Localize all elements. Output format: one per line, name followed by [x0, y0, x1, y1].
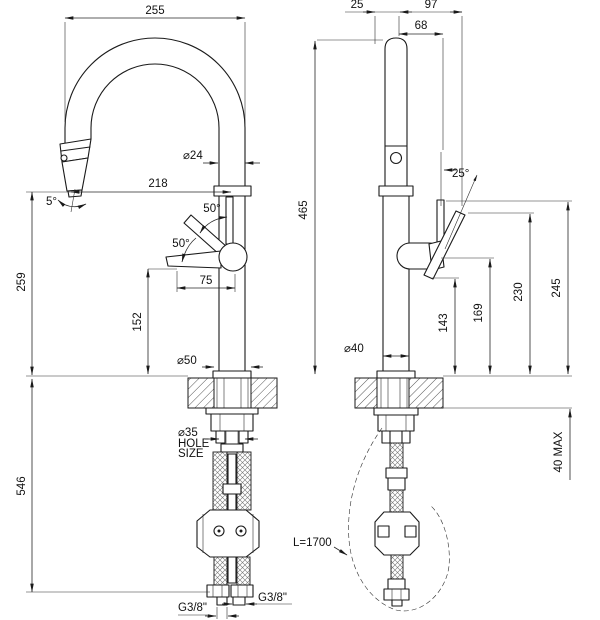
front-braided-hose-right	[237, 452, 251, 510]
side-braided-hose	[390, 443, 403, 468]
dim-side-back-reach: 97	[424, 0, 438, 11]
front-washer	[206, 408, 258, 414]
dim-front-hole-word2: SIZE	[178, 448, 204, 460]
front-mounting-nut	[211, 414, 253, 431]
front-base-flange	[213, 371, 251, 378]
dim-side-body-diameter: ⌀40	[344, 343, 364, 355]
front-spray-head	[60, 139, 91, 212]
dim-side-front-offset: 25	[350, 0, 364, 11]
dim-front-total-width: 255	[145, 5, 165, 17]
dim-front-lever-angle-lower: 50°	[172, 238, 190, 250]
side-under-counter-assembly	[349, 408, 450, 611]
front-countertop	[188, 378, 277, 408]
dim-front-lever-angle-upper: 50°	[203, 203, 221, 215]
side-base-flange	[377, 371, 415, 378]
dim-side-total-height: 465	[298, 200, 310, 220]
front-view	[60, 38, 277, 605]
dim-side-lever-tip-height: 143	[438, 313, 450, 333]
dim-front-hole-diameter: ⌀35	[178, 427, 198, 439]
dim-front-hole-word1: HOLE	[178, 438, 210, 450]
front-counterweight	[197, 510, 259, 557]
dim-side-lever-max-height: 245	[551, 278, 563, 298]
dim-front-under-counter: 546	[16, 476, 28, 496]
front-lever-50deg-position	[184, 215, 227, 255]
dim-side-pivot-height: 169	[473, 303, 485, 323]
dim-side-lever-top-height: 230	[513, 282, 525, 302]
dim-front-thread-left: G3/8"	[178, 602, 208, 614]
dim-front-reach: 218	[148, 178, 168, 190]
dim-front-lever-length: 75	[199, 275, 213, 287]
front-lever-ball-joint	[219, 243, 247, 271]
front-hose-fitting-left	[207, 585, 229, 597]
side-hose-fitting	[384, 589, 409, 600]
dim-front-thread-right: G3/8"	[258, 592, 288, 604]
side-countertop	[355, 378, 443, 408]
dim-side-lever-angle: 25°	[452, 168, 470, 180]
dim-front-head-angle: 5°	[46, 196, 57, 208]
front-braided-hose-left	[213, 452, 227, 510]
dim-front-spout-diameter: ⌀24	[183, 150, 203, 162]
dim-front-outlet-height: 259	[16, 272, 28, 292]
dim-side-counter-thickness-max: 40 MAX	[553, 431, 565, 473]
side-faucet-body	[377, 186, 465, 378]
front-hose-fitting-right	[231, 585, 253, 597]
front-lever-up-position	[226, 197, 233, 244]
dim-side-lever-offset: 68	[414, 20, 428, 32]
dim-front-base-diameter: ⌀50	[177, 355, 197, 367]
dim-front-lever-height: 152	[132, 312, 144, 332]
side-spout	[385, 38, 407, 186]
front-lever-horizontal-position	[166, 251, 221, 268]
front-spout-arch	[65, 38, 245, 186]
dim-side-hose-length: L=1700	[293, 537, 332, 549]
front-pullout-hose	[228, 454, 236, 510]
side-spray-button	[391, 153, 402, 164]
